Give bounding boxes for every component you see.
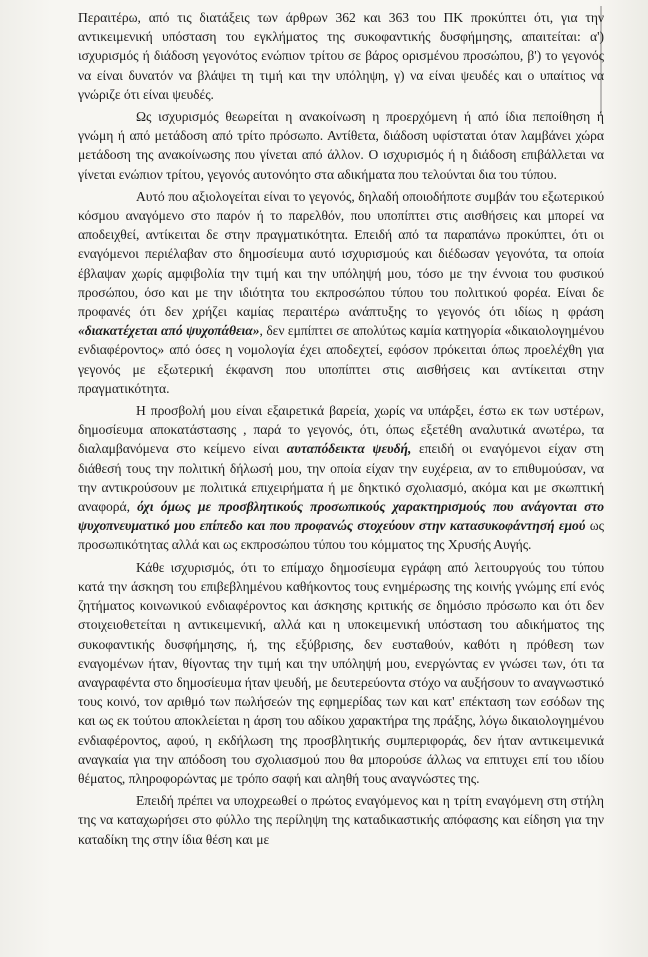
- page-edge-stamp: [600, 6, 646, 116]
- body-text: Περαιτέρω, από τις διατάξεις των άρθρων 362 και 363 του ΠΚ προκύπτει ότι, για την αντικειμενική υπόσταση του εγκλήματος της συκοφαντικής δυσφήμησης, απαιτείται: α') ισχυρισμός ή διάδοση γεγονότος ενώπιον τρίτου σε βάρος ορισμένου προσώπου, β') το γεγονός να είναι δυνατόν να βλάψει τη τιμή και την υπόληψη, γ) να είναι ψευδές και ο υπαίτιος να γνώριζε ότι είναι ψευδές.: [78, 10, 604, 102]
- paragraph-1: [78, 8, 604, 104]
- body-text: ως προσωπικότητας αλλά και ως εκπροσώπου τύπου του κόμματος της Χρυσής Αυγής.: [78, 518, 604, 553]
- emphasis-text: αυταπόδεικτα ψευδή,: [286, 441, 412, 457]
- paragraph-5: [78, 558, 604, 788]
- paragraph-2: [78, 107, 604, 184]
- body-text: Η προσβολή μου είναι εξαιρετικά βαρεία, χωρίς να υπάρξει, έστω εκ των υστέρων, δημοσίευμα αποκατάστασης , παρά το γεγονός, ότι, όπως εξετέθη αναλυτικά ανωτέρω, τα διαλαμβανόμενα στο κείμενο είναι: [78, 403, 604, 457]
- paragraph-6: [78, 791, 604, 849]
- body-text: Ως ισχυρισμός θεωρείται η ανακοίνωση η προερχόμενη ή από ίδια πεποίθηση ή γνώμη ή από μετάδοση από τρίτο πρόσωπο. Αντίθετα, διάδοση υφίσταται όταν λαμβάνει χώρα μετάδοση της ανακοίνωσης που γίνεται από άλλον. Ο ισχυρισμός ή η διάδοση επιβάλλεται να γίνεται ενώπιον τρίτου, γεγονός αυτονόητο στα αδικήματα που τελούνται δια του τύπου.: [78, 109, 604, 182]
- body-text: επειδή οι εναγόμενοι είχαν στη διάθεσή τους την πολιτική δήλωσή μου, την οποία είχαν την ευχέρεια, αν το επιθυμούσαν, να την αντικρούσουν με πολιτικά επιχειρήματα ή με δηκτικό σχολιασμό, ακόμα και με σκωπτική αναφορά,: [78, 441, 604, 515]
- body-text: Κάθε ισχυρισμός, ότι το επίμαχο δημοσίευμα εγράφη από λειτουργούς του τύπου κατά την άσκηση του επιβεβλημένου καθήκοντος τους ενημέρωσης της κοινής γνώμης επί ενός ζητήματος κοινωνικού ενδιαφέροντος και άσκησης κριτικής σε δημόσιο πρόσωπο και ότι δεν στοιχειοθετείται η αντικειμενική, αλλά και η υποκειμενική υπόσταση του αδικήματος της συκοφαντικής δυσφήμησης, ή, της εξύβρισης, δεν ευσταθούν, καθότι η πρόθεση των εναγομένων ήταν, θίγοντας την τιμή και την υπόληψή μου, ενεργώντας εν γνώσει των, ότι τα αναγραφέντα στο δημοσίευμα ήταν ψευδή, με δευτερεύοντα στόχο να αυξήσουν το αναγνωστικό τους κοινό, τον αριθμό των πωλήσεών της εφημερίδας των και κατ' επέκταση των εσόδων της και ως εκ τούτου αποκλείεται η άρση του αδίκου χαρακτήρα της πράξης, λόγω δικαιολογημένου ενδιαφέροντος, αφού, η εκδήλωση της προσβλητικής συμπεριφοράς, δεν ήταν αντικειμενικά αναγκαία για την απόδοση του σχολιασμού που θα μπορούσε άλλως να επιτυχει επί του ιδίου θέματος, πληροφορώντας με τρόπο σαφή και αληθή τους αναγνώστες της.: [78, 559, 604, 786]
- emphasis-text: «διακατέχεται από ψυχοπάθεια»: [78, 323, 260, 339]
- emphasis-text: όχι όμως με προσβλητικούς προσωπικούς χαρακτηρισμούς που ανάγονται στο ψυχοπνευματικό μου επίπεδο και που προφανώς στοχεύουν στην κατασυκοφάντησή εμού: [78, 499, 604, 534]
- document-body: [78, 8, 604, 852]
- paragraph-4: [78, 401, 604, 555]
- body-text: Αυτό που αξιολογείται είναι το γεγονός, δηλαδή οποιοδήποτε συμβάν του εξωτερικού κόσμου αναγόμενο στο παρόν ή το παρελθόν, που υποπίπτει στις αισθήσεις και μπορεί να αποδειχθεί, αντίκειται δε στην πραγματικότητα. Επειδή από τα παραπάνω προκύπτει, ότι οι εναγόμενοι περιέλαβαν στο δημοσίευμα αυτό ισχυρισμούς και διέδωσαν γεγονότα, τα οποία έβλαψαν χωρίς αμφιβολία την τιμή και την υπόληψή μου, τόσο με την έννοια του φυσικού προσώπου, όσο και με την ιδιότητα του εκπροσώπου τύπου του πολιτικού φορέα. Είναι δε προφανές ότι δεν χρήζει καμίας περαιτέρω ανάπτυξης το γεγονός ότι ιδίως η φράση: [78, 188, 604, 320]
- body-text: , δεν εμπίπτει σε απολύτως καμία κατηγορία «δικαιολογημένου ενδιαφέροντος» από όσες η νομολογία έχει αποδεχτεί, εφόσον πρόκειται όπως προελέχθη για γεγονός με εξωτερική έκφανση που υποπίπτει στις αισθήσεις και αντίκειται στην πραγματικότητα.: [78, 323, 604, 396]
- paragraph-3: [78, 187, 604, 398]
- body-text: Επειδή πρέπει να υποχρεωθεί ο πρώτος εναγόμενος και η τρίτη εναγόμενη στη στήλη της να καταχωρήσει στο φύλλο της περίληψη της καταδικαστικής απόφασης και είδηση για την καταδίκη της στην ίδια θέση και με: [78, 793, 604, 847]
